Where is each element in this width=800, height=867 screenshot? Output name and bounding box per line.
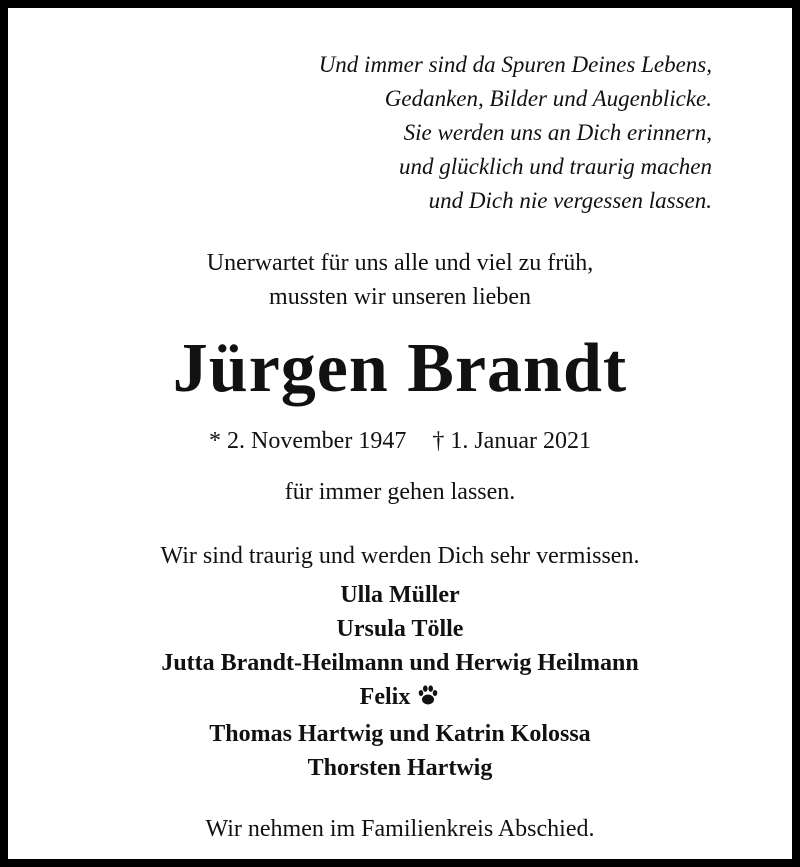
poem-line: und glücklich und traurig machen	[398, 154, 712, 179]
intro-line: Unerwartet für uns alle und viel zu früh,	[206, 250, 594, 276]
mourner-name: Thorsten Hartwig	[307, 755, 493, 781]
mourner-name: Thomas Hartwig und Katrin Kolossa	[209, 721, 591, 747]
life-dates	[8, 424, 792, 458]
poem-line: Und immer sind da Spuren Deines Lebens,	[318, 52, 712, 77]
death-date: † 1. Januar 2021	[432, 428, 591, 454]
poem-line: Gedanken, Bilder und Augenblicke.	[384, 86, 712, 111]
birth-date: * 2. November 1947	[209, 428, 407, 454]
intro-line: mussten wir unseren lieben	[269, 284, 531, 310]
mourner-name: Ursula Tölle	[336, 616, 464, 642]
mourners-list	[8, 578, 792, 785]
intro-text	[8, 246, 792, 314]
farewell-line: für immer gehen lassen.	[284, 479, 516, 505]
poem-line: und Dich nie vergessen lassen.	[428, 188, 712, 213]
mourner-name: Jutta Brandt-Heilmann und Herwig Heilmann	[161, 650, 639, 676]
paw-print-icon	[416, 683, 440, 717]
closing-line: Wir nehmen im Familienkreis Abschied.	[205, 816, 595, 842]
mourning-statement: Wir sind traurig und werden Dich sehr vermissen.	[160, 543, 640, 569]
mourner-name: Ulla Müller	[340, 582, 460, 608]
deceased-name: Jürgen Brandt	[172, 330, 628, 407]
memorial-poem	[319, 48, 712, 218]
poem-line: Sie werden uns an Dich erinnern,	[403, 120, 712, 145]
mourner-name: Felix	[359, 684, 411, 710]
mourner-pet	[8, 680, 792, 717]
